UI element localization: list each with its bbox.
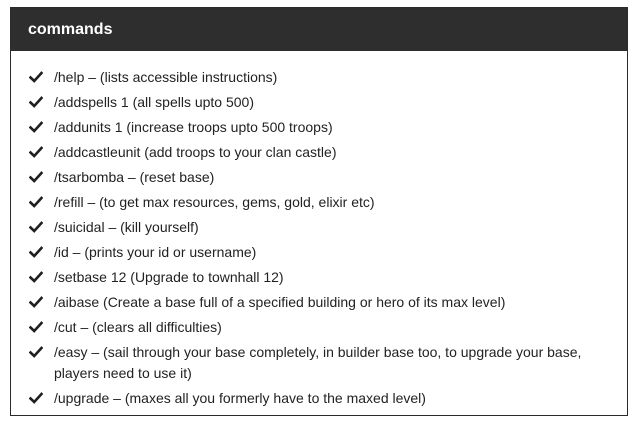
- command-text: /addcastleunit (add troops to your clan castle): [54, 144, 337, 160]
- check-icon: [29, 170, 43, 184]
- command-text: /suicidal – (kill yourself): [54, 219, 199, 235]
- command-text: /addunits 1 (increase troops upto 500 troops): [54, 119, 333, 135]
- check-icon: [29, 345, 43, 359]
- check-icon: [29, 320, 43, 334]
- list-item: [11, 167, 627, 188]
- list-item: [11, 67, 627, 88]
- command-text: /refill – (to get max resources, gems, gold, elixir etc): [54, 194, 375, 210]
- check-icon: [29, 120, 43, 134]
- command-text: /id – (prints your id or username): [54, 244, 257, 260]
- check-icon: [29, 245, 43, 259]
- check-icon: [29, 270, 43, 284]
- list-item: [11, 388, 627, 409]
- list-item: [11, 292, 627, 313]
- check-icon: [29, 391, 43, 405]
- list-item: [11, 242, 627, 263]
- check-icon: [29, 95, 43, 109]
- list-item: [11, 92, 627, 113]
- command-text: /cut – (clears all difficulties): [54, 319, 222, 335]
- check-icon: [29, 295, 43, 309]
- check-icon: [29, 195, 43, 209]
- command-text: /tsarbomba – (reset base): [54, 169, 215, 185]
- list-item: [11, 342, 627, 384]
- list-item: [11, 317, 627, 338]
- check-icon: [29, 220, 43, 234]
- command-text: /upgrade – (maxes all you formerly have to the maxed level): [54, 390, 426, 406]
- command-text: /addspells 1 (all spells upto 500): [54, 94, 255, 110]
- list-item: [11, 267, 627, 288]
- list-item: [11, 217, 627, 238]
- command-text: /help – (lists accessible instructions): [54, 69, 278, 85]
- check-icon: [29, 145, 43, 159]
- commands-panel: [10, 7, 628, 416]
- panel-title: commands: [11, 8, 627, 51]
- check-icon: [29, 70, 43, 84]
- list-item: [11, 142, 627, 163]
- command-text: /setbase 12 (Upgrade to townhall 12): [54, 269, 284, 285]
- commands-list: [11, 51, 627, 409]
- list-item: [11, 117, 627, 138]
- command-text: /aibase (Create a base full of a specified building or hero of its max level): [54, 294, 506, 310]
- list-item: [11, 192, 627, 213]
- command-text: /easy – (sail through your base completely, in builder base too, to upgrade your base, players need to use it): [54, 344, 582, 381]
